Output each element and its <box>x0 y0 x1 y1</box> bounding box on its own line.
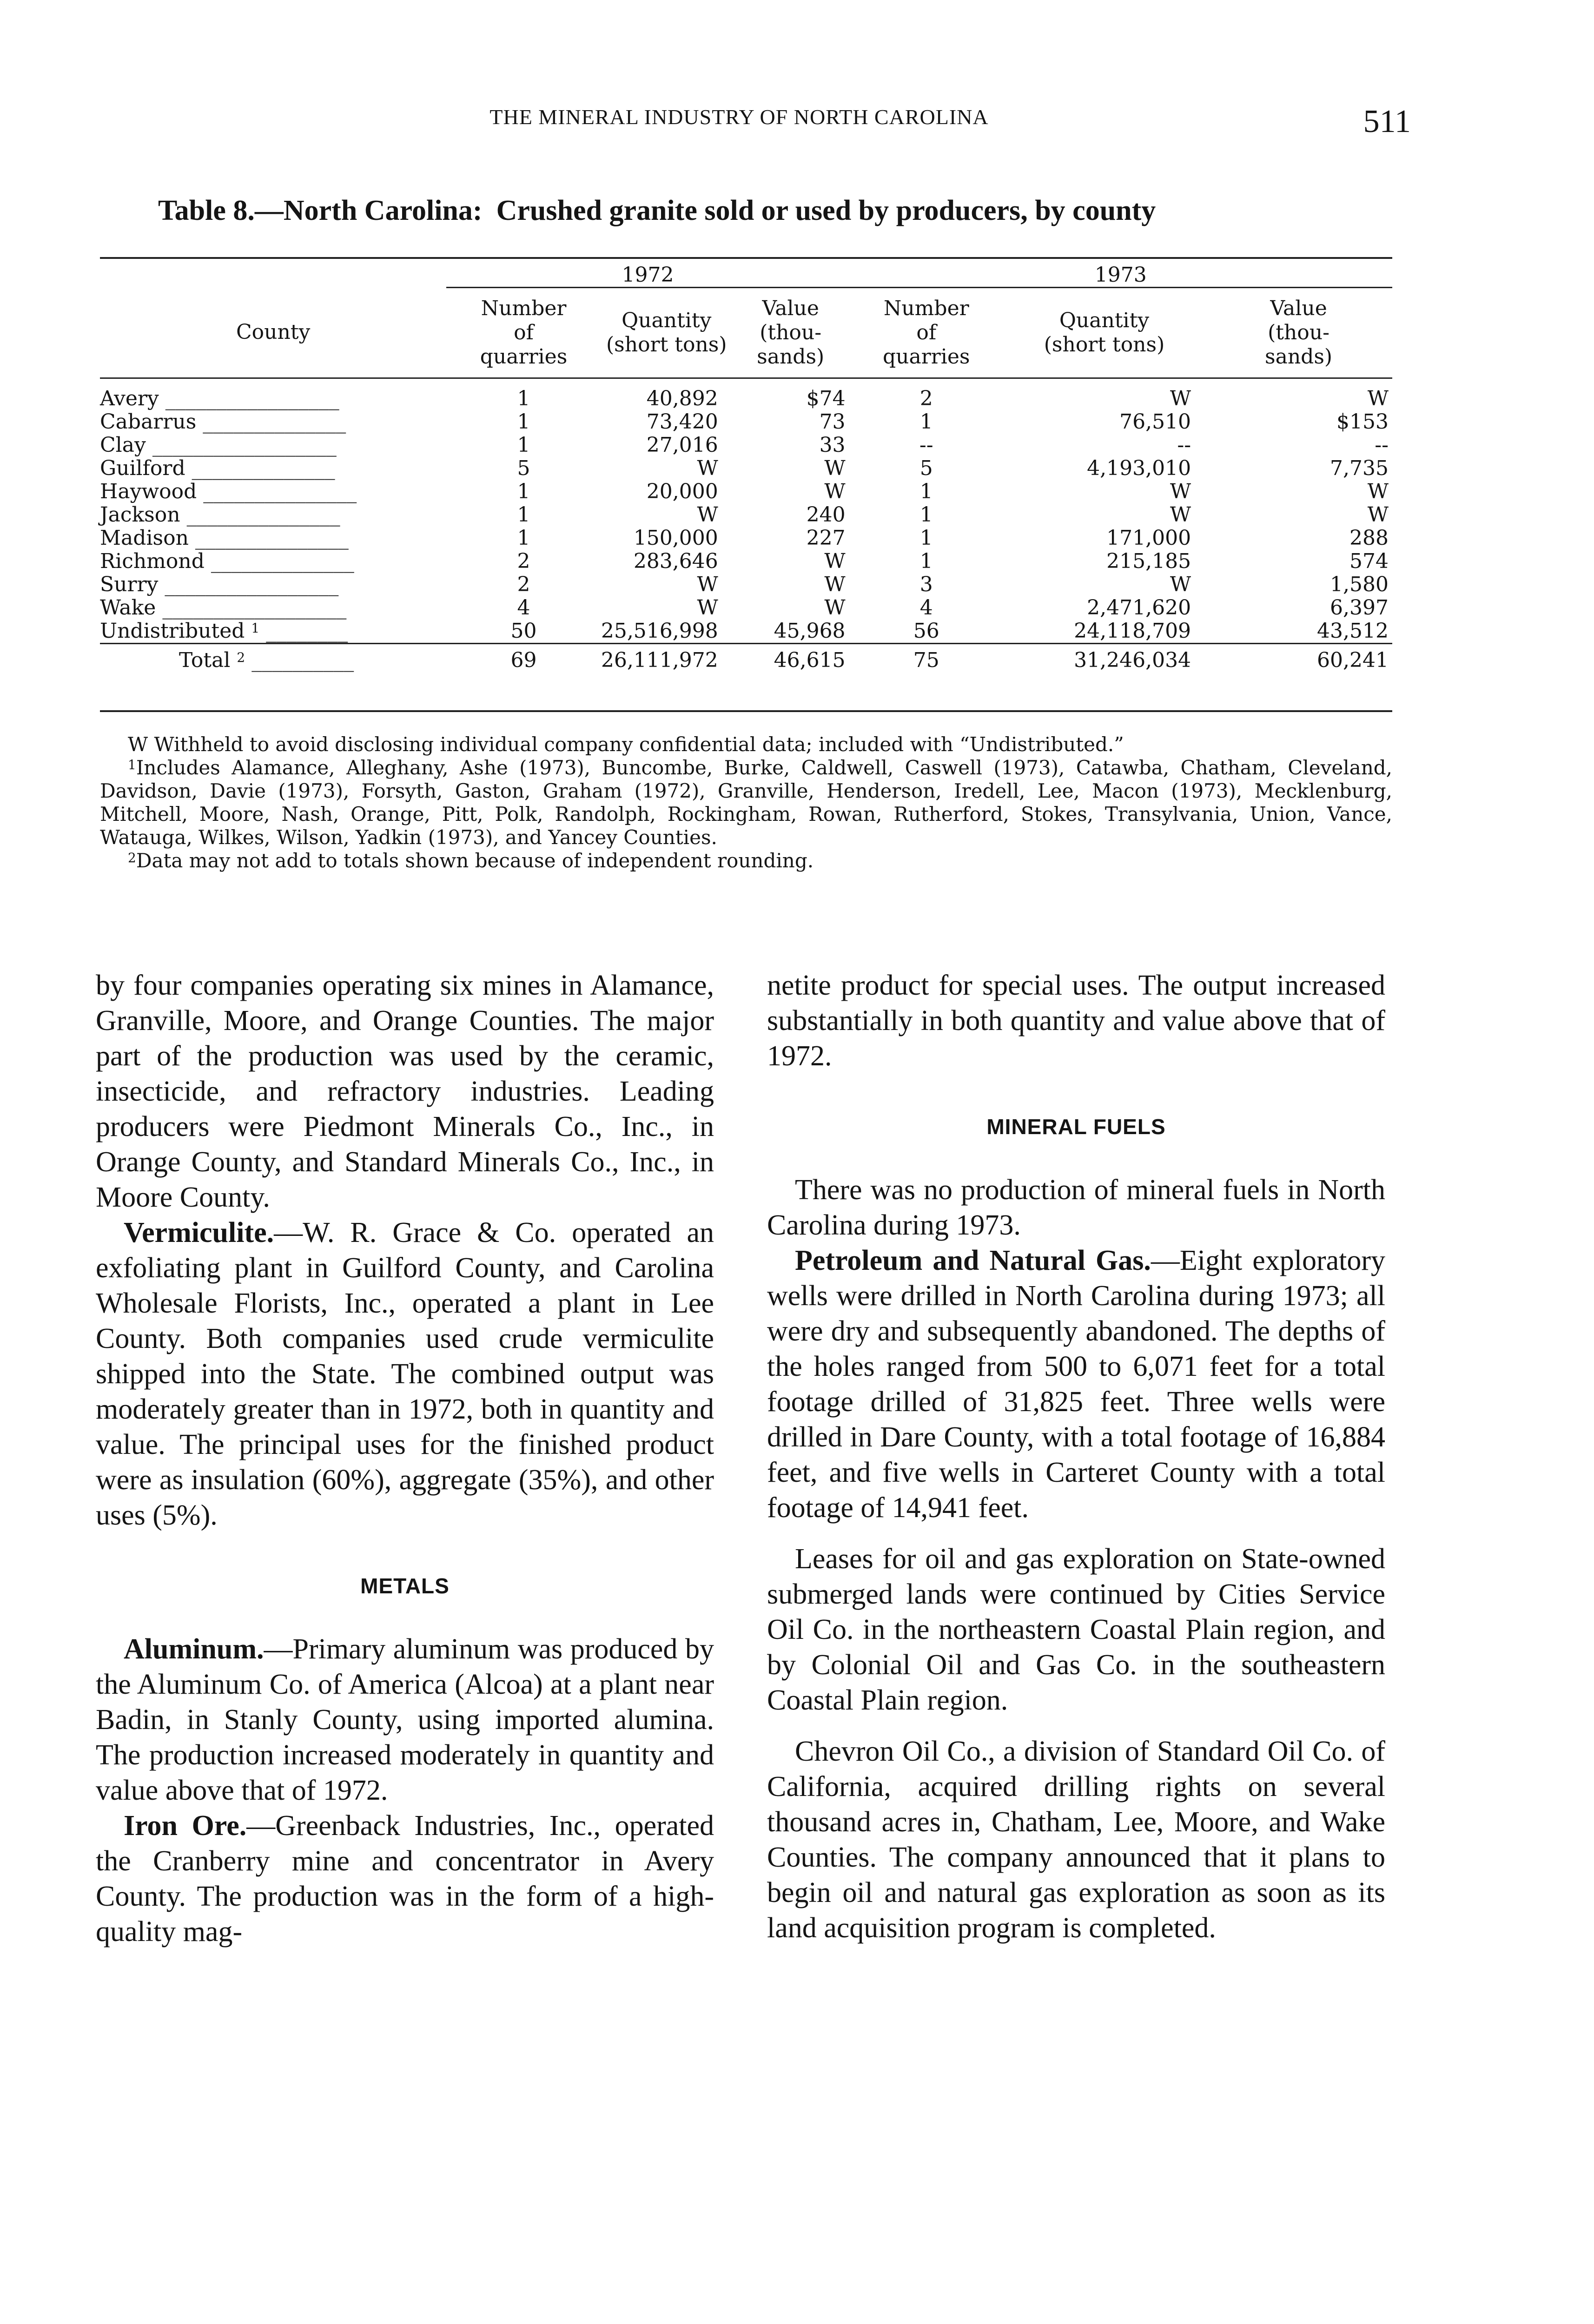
paragraph-magnetite: netite product for special uses. The output increased substantially in both quantity and value above that of 1972. <box>767 970 1385 1072</box>
cell-q73: 2,471,620 <box>1087 596 1191 620</box>
table-row <box>100 434 1392 457</box>
county-name: Guilford ______________ <box>100 456 335 480</box>
cell-n72: 2 <box>517 573 530 596</box>
cell-v72: 227 <box>806 526 846 550</box>
cell-n73: 5 <box>919 456 933 480</box>
column-header-row <box>100 288 1392 378</box>
county-header: County <box>236 320 311 344</box>
footnote-withheld: W Withheld to avoid disclosing individual company confidential data; included with “Undistributed.” <box>128 733 1124 756</box>
cell-n73: 4 <box>919 596 933 620</box>
quantity-header-1972: Quantity (short tons) <box>606 309 727 357</box>
cell-n72: 4 <box>517 596 530 620</box>
cell-v72: W <box>824 596 846 620</box>
value-header-1973: Value (thou- sands) <box>1265 297 1333 369</box>
cell-v72: 240 <box>806 503 846 527</box>
left-column <box>96 968 714 1949</box>
cell-v72: 73 <box>819 410 846 434</box>
footnote-2: $^2$Data may not add to totals shown because of independent rounding. <box>128 849 814 872</box>
paragraph-no-fuels: There was no production of mineral fuels in North Carolina during 1973. <box>767 1174 1385 1241</box>
cell-v73: -- <box>1375 433 1389 457</box>
cell-n72: 5 <box>517 456 530 480</box>
cell-n73: 1 <box>919 410 933 434</box>
cell-v73: 574 <box>1349 549 1389 573</box>
cell-n73: 1 <box>919 549 933 573</box>
table-row <box>100 410 1392 434</box>
table-title-label: Table 8.—North Carolina: <box>158 195 483 226</box>
table-row <box>100 573 1392 596</box>
value-header-1972: Value (thou- sands) <box>757 297 825 369</box>
cell-v72: W <box>824 480 846 503</box>
paragraph-aluminum: Aluminum.—Primary aluminum was produced by the Aluminum Co. of America (Alcoa) at a plant near Badin, in Stanly County, using imported alumina. The production increased moderately in quantity and value above that of 1972. <box>96 1633 714 1806</box>
cell-q72: 20,000 <box>646 480 718 503</box>
heading-mineral-fuels: MINERAL FUELS <box>986 1115 1166 1139</box>
cell-q72: W <box>697 503 718 527</box>
cell-q73: W <box>1170 480 1191 503</box>
cell-q73: W <box>1170 387 1191 410</box>
cell-n73: 1 <box>919 503 933 527</box>
table-title-text: Crushed granite sold or used by producers, by county <box>496 195 1156 226</box>
year-1973: 1973 <box>849 264 1392 288</box>
cell-q72: 40,892 <box>646 387 718 410</box>
heading-metals: METALS <box>360 1574 450 1598</box>
cell-q73: 76,510 <box>1119 410 1191 434</box>
table-bottom-rule <box>100 710 1392 712</box>
cell-v73: W <box>1367 480 1389 503</box>
cell-q73: W <box>1170 503 1191 527</box>
cell-q72: W <box>697 456 718 480</box>
cell-n72: 1 <box>517 433 530 457</box>
table-title <box>158 194 1460 227</box>
county-name: Avery _________________ <box>100 387 339 410</box>
cell-q73: W <box>1170 573 1191 596</box>
cell-n73: 2 <box>919 387 933 410</box>
page-number: 511 <box>1363 104 1411 139</box>
cell-q73: 171,000 <box>1106 526 1191 550</box>
county-name: Surry _________________ <box>100 573 339 596</box>
footnote-1: $^1$Includes Alamance, Alleghany, Ashe (1973), Buncombe, Burke, Caldwell, Caswell (1973), Catawba, Chatham, Cleveland, Davidson, Davie (1973), Forsyth, Gaston, Graham (1972), Granville, Henderson, Iredell, Lee, Macon (1973), Mecklenburg, Mitchell, Moore, Nash, Orange, Pitt, Polk, Randolph, Rockingham, Rowan, Rutherford, Stokes, Transylvania, Union, Vance, Watauga, Wilkes, Wilson, Yadkin (1973), and Yancey Counties. <box>100 756 1392 849</box>
table-row <box>100 550 1392 573</box>
cell-v72: W <box>824 549 846 573</box>
cell-q73: 4,193,010 <box>1087 456 1191 480</box>
cell-n72: 2 <box>517 549 530 573</box>
cell-v73: 7,735 <box>1330 456 1389 480</box>
cell-q72: W <box>697 596 718 620</box>
cell-q72: 73,420 <box>646 410 718 434</box>
paragraph-companies: by four companies operating six mines in Alamance, Granville, Moore, and Orange Counties. The major part of the production was used by the ceramic, insecticide, and refractory industries. Leading producers were Piedmont Minerals Co., Inc., in Orange County, and Standard Minerals Co., Inc., in Moore County. <box>96 970 714 1213</box>
cell-v73: 288 <box>1349 526 1389 550</box>
cell-q72: 27,016 <box>646 433 718 457</box>
quarries-header-1973: Number of quarries <box>883 297 970 369</box>
table-top-rule <box>100 257 1392 259</box>
county-name: Haywood _______________ <box>100 480 357 503</box>
table-footnotes <box>100 733 1392 872</box>
quantity-header-1973: Quantity (short tons) <box>1044 309 1165 357</box>
year-1972: 1972 <box>446 264 849 288</box>
cell-n73: 3 <box>919 573 933 596</box>
table-row <box>100 596 1392 620</box>
county-name: Wake __________________ <box>100 596 347 620</box>
cell-n73: -- <box>919 433 933 457</box>
cell-v72: W <box>824 573 846 596</box>
cell-v72: $74 <box>806 387 846 410</box>
right-column <box>767 968 1385 1946</box>
table-row-total: Total $^2$ __________ 69 26,111,972 46,615 75 31,246,034 60,241 <box>100 644 1392 673</box>
paragraph-chevron: Chevron Oil Co., a division of Standard Oil Co. of California, acquired drilling rights on several thousand acres in, Chatham, Lee, Moore, and Wake Counties. The company announced that it plans to begin oil and natural gas exploration as soon as its land acquisition program is completed. <box>767 1736 1385 1944</box>
county-name: Cabarrus ______________ <box>100 410 346 434</box>
year-header-row <box>100 264 1392 288</box>
cell-n72: 1 <box>517 387 530 410</box>
cell-n72: 1 <box>517 526 530 550</box>
cell-v73: $153 <box>1336 410 1389 434</box>
paragraph-iron-ore: Iron Ore.—Greenback Industries, Inc., operated the Cranberry mine and concentrator in Avery County. The production was in the form of a high-quality mag- <box>96 1810 714 1948</box>
cell-v73: W <box>1367 387 1389 410</box>
county-name: Clay __________________ <box>100 433 337 457</box>
table-row <box>100 457 1392 480</box>
crushed-granite-table <box>100 264 1392 672</box>
table-row <box>100 527 1392 550</box>
cell-v73: W <box>1367 503 1389 527</box>
cell-q72: W <box>697 573 718 596</box>
county-name: Madison _______________ <box>100 526 349 550</box>
cell-q73: -- <box>1177 433 1191 457</box>
table-row <box>100 379 1392 410</box>
cell-v73: 1,580 <box>1330 573 1389 596</box>
cell-n72: 1 <box>517 480 530 503</box>
running-header: THE MINERAL INDUSTRY OF NORTH CAROLINA <box>489 105 989 129</box>
cell-n72: 1 <box>517 410 530 434</box>
paragraph-petroleum: Petroleum and Natural Gas.—Eight exploratory wells were drilled in North Carolina during 1973; all were dry and subsequently abandoned. The depths of the holes ranged from 500 to 6,071 feet for a total footage drilled of 31,825 feet. Three wells were drilled in Dare County, with a total footage of 16,884 feet, and five wells in Carteret County with a total footage of 14,941 feet. <box>767 1245 1385 1524</box>
table-row-undistributed: Undistributed $^1$ ________ 50 25,516,998 45,968 56 24,118,709 43,512 <box>100 619 1389 643</box>
county-name: Jackson _______________ <box>100 503 340 527</box>
paragraph-leases: Leases for oil and gas exploration on State-owned submerged lands were continued by Cities Service Oil Co. in the northeastern Coastal Plain region, and by Colonial Oil and Gas Co. in the southeastern Coastal Plain region. <box>767 1543 1385 1716</box>
quarries-header-1972: Number of quarries <box>480 297 568 369</box>
cell-q72: 283,646 <box>633 549 718 573</box>
cell-v72: W <box>824 456 846 480</box>
cell-q73: 215,185 <box>1106 549 1191 573</box>
cell-n72: 1 <box>517 503 530 527</box>
cell-v73: 6,397 <box>1330 596 1389 620</box>
table-row <box>100 503 1392 527</box>
county-name: Richmond ______________ <box>100 549 354 573</box>
table-row <box>100 480 1392 503</box>
cell-n73: 1 <box>919 480 933 503</box>
cell-v72: 33 <box>819 433 846 457</box>
paragraph-vermiculite: Vermiculite.—W. R. Grace & Co. operated an exfoliating plant in Guilford County, and Carolina Wholesale Florists, Inc., operated a plant in Lee County. Both companies used crude vermiculite shipped into the State. The combined output was moderately greater than in 1972, both in quantity and value. The principal uses for the finished product were as insulation (60%), aggregate (35%), and other uses (5%). <box>96 1217 714 1531</box>
cell-q72: 150,000 <box>633 526 718 550</box>
cell-n73: 1 <box>919 526 933 550</box>
